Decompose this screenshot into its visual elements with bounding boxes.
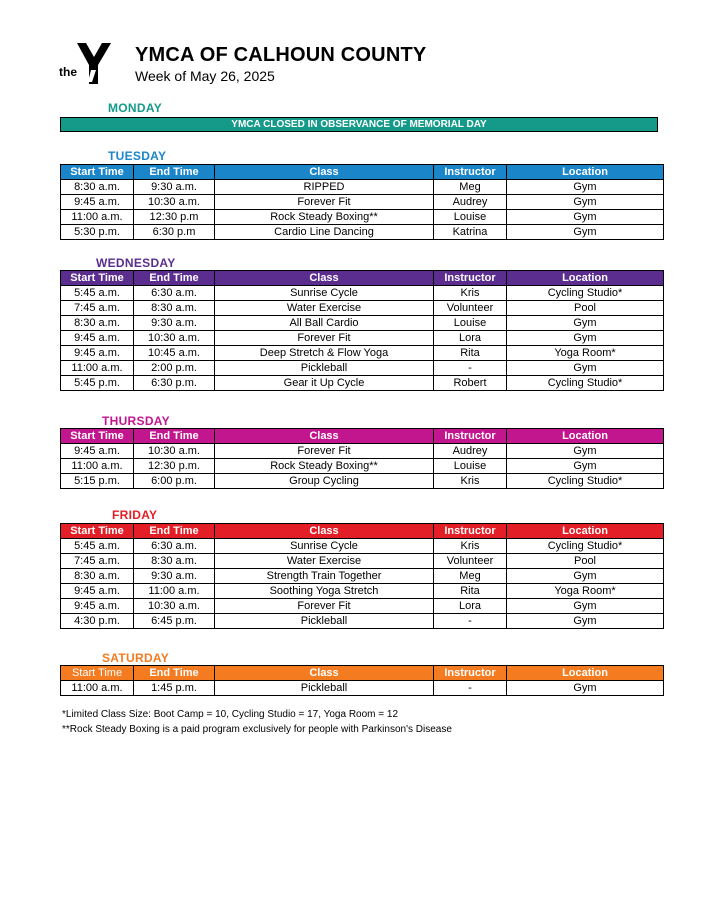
cell-location: Gym: [507, 569, 664, 584]
table-row: [61, 180, 664, 195]
table-row: [61, 444, 664, 459]
ymca-logo-icon: [59, 40, 119, 86]
column-header-instructor: Instructor: [434, 271, 507, 286]
cell-location: Gym: [507, 331, 664, 346]
cell-class: Strength Train Together: [215, 569, 434, 584]
cell-location: Gym: [507, 599, 664, 614]
column-header-instructor: Instructor: [434, 666, 507, 681]
friday-schedule-table: [60, 523, 664, 629]
thursday-header-row: [61, 429, 664, 444]
saturday-title: SATURDAY: [102, 651, 170, 665]
cell-instructor: Kris: [434, 286, 507, 301]
table-row: [61, 301, 664, 316]
cell-instructor: Audrey: [434, 195, 507, 210]
cell-start: 5:45 a.m.: [61, 286, 134, 301]
cell-start: 8:30 a.m.: [61, 316, 134, 331]
column-header-end: End Time: [134, 429, 215, 444]
tuesday-schedule-table: [60, 164, 664, 240]
cell-location: Gym: [507, 195, 664, 210]
cell-instructor: Meg: [434, 569, 507, 584]
cell-start: 9:45 a.m.: [61, 599, 134, 614]
column-header-end: End Time: [134, 271, 215, 286]
cell-class: Forever Fit: [215, 195, 434, 210]
saturday-schedule-table: [60, 665, 664, 696]
column-header-end: End Time: [134, 524, 215, 539]
cell-instructor: Louise: [434, 210, 507, 225]
cell-location: Gym: [507, 459, 664, 474]
cell-class: Sunrise Cycle: [215, 539, 434, 554]
cell-end: 6:45 p.m.: [134, 614, 215, 629]
cell-end: 11:00 a.m.: [134, 584, 215, 599]
cell-location: Cycling Studio*: [507, 376, 664, 391]
column-header-class: Class: [215, 524, 434, 539]
cell-class: Water Exercise: [215, 301, 434, 316]
table-row: [61, 376, 664, 391]
cell-class: Deep Stretch & Flow Yoga: [215, 346, 434, 361]
wednesday-title: WEDNESDAY: [96, 256, 176, 270]
cell-end: 8:30 a.m.: [134, 301, 215, 316]
cell-instructor: -: [434, 614, 507, 629]
thursday-schedule-table: [60, 428, 664, 489]
cell-end: 10:30 a.m.: [134, 331, 215, 346]
cell-location: Pool: [507, 554, 664, 569]
cell-end: 6:00 p.m.: [134, 474, 215, 489]
cell-class: Pickleball: [215, 614, 434, 629]
table-row: [61, 331, 664, 346]
cell-instructor: Lora: [434, 599, 507, 614]
cell-start: 9:45 a.m.: [61, 444, 134, 459]
cell-start: 8:30 a.m.: [61, 569, 134, 584]
cell-class: All Ball Cardio: [215, 316, 434, 331]
cell-location: Cycling Studio*: [507, 474, 664, 489]
week-of: Week of May 26, 2025: [135, 68, 275, 84]
cell-end: 6:30 p.m: [134, 225, 215, 240]
cell-class: RIPPED: [215, 180, 434, 195]
table-row: [61, 554, 664, 569]
cell-end: 10:30 a.m.: [134, 195, 215, 210]
table-row: [61, 584, 664, 599]
cell-class: Forever Fit: [215, 444, 434, 459]
cell-location: Pool: [507, 301, 664, 316]
column-header-start: Start Time: [61, 524, 134, 539]
cell-start: 7:45 a.m.: [61, 554, 134, 569]
page-header: [59, 40, 659, 90]
thursday-title: THURSDAY: [102, 414, 170, 428]
cell-end: 8:30 a.m.: [134, 554, 215, 569]
cell-class: Soothing Yoga Stretch: [215, 584, 434, 599]
org-name: YMCA OF CALHOUN COUNTY: [135, 44, 427, 66]
table-row: [61, 539, 664, 554]
cell-end: 6:30 a.m.: [134, 539, 215, 554]
cell-instructor: Katrina: [434, 225, 507, 240]
cell-end: 10:30 a.m.: [134, 444, 215, 459]
cell-instructor: Rita: [434, 584, 507, 599]
cell-start: 11:00 a.m.: [61, 459, 134, 474]
cell-class: Rock Steady Boxing**: [215, 459, 434, 474]
table-row: [61, 210, 664, 225]
cell-instructor: Robert: [434, 376, 507, 391]
cell-location: Gym: [507, 614, 664, 629]
cell-location: Yoga Room*: [507, 346, 664, 361]
column-header-location: Location: [507, 429, 664, 444]
table-row: [61, 361, 664, 376]
table-row: [61, 614, 664, 629]
cell-end: 1:45 p.m.: [134, 681, 215, 696]
table-row: [61, 316, 664, 331]
cell-start: 11:00 a.m.: [61, 210, 134, 225]
cell-end: 10:30 a.m.: [134, 599, 215, 614]
column-header-location: Location: [507, 271, 664, 286]
table-row: [61, 286, 664, 301]
cell-instructor: Lora: [434, 331, 507, 346]
monday-title: MONDAY: [108, 101, 163, 115]
column-header-location: Location: [507, 524, 664, 539]
column-header-instructor: Instructor: [434, 524, 507, 539]
cell-class: Cardio Line Dancing: [215, 225, 434, 240]
cell-instructor: Kris: [434, 474, 507, 489]
cell-class: Water Exercise: [215, 554, 434, 569]
cell-start: 11:00 a.m.: [61, 681, 134, 696]
column-header-instructor: Instructor: [434, 429, 507, 444]
cell-location: Gym: [507, 444, 664, 459]
table-row: [61, 681, 664, 696]
column-header-class: Class: [215, 429, 434, 444]
cell-instructor: -: [434, 681, 507, 696]
table-row: [61, 195, 664, 210]
cell-end: 9:30 a.m.: [134, 569, 215, 584]
column-header-class: Class: [215, 165, 434, 180]
cell-start: 8:30 a.m.: [61, 180, 134, 195]
cell-end: 6:30 a.m.: [134, 286, 215, 301]
column-header-end: End Time: [134, 666, 215, 681]
note-limited-class-size: *Limited Class Size: Boot Camp = 10, Cycling Studio = 17, Yoga Room = 12: [62, 709, 399, 720]
cell-location: Gym: [507, 316, 664, 331]
cell-class: Rock Steady Boxing**: [215, 210, 434, 225]
column-header-end: End Time: [134, 165, 215, 180]
cell-end: 9:30 a.m.: [134, 316, 215, 331]
cell-instructor: Volunteer: [434, 301, 507, 316]
cell-location: Yoga Room*: [507, 584, 664, 599]
table-row: [61, 459, 664, 474]
column-header-start: Start Time: [61, 429, 134, 444]
column-header-location: Location: [507, 666, 664, 681]
wednesday-schedule-table: [60, 270, 664, 391]
wednesday-header-row: [61, 271, 664, 286]
cell-start: 9:45 a.m.: [61, 346, 134, 361]
cell-instructor: Volunteer: [434, 554, 507, 569]
cell-end: 6:30 p.m.: [134, 376, 215, 391]
cell-class: Gear it Up Cycle: [215, 376, 434, 391]
cell-start: 5:45 p.m.: [61, 376, 134, 391]
cell-location: Gym: [507, 180, 664, 195]
monday-closed-notice: YMCA CLOSED IN OBSERVANCE OF MEMORIAL DAY: [60, 117, 658, 132]
cell-start: 5:45 a.m.: [61, 539, 134, 554]
cell-class: Group Cycling: [215, 474, 434, 489]
column-header-start: Start Time: [61, 271, 134, 286]
cell-end: 12:30 p.m: [134, 210, 215, 225]
cell-instructor: Audrey: [434, 444, 507, 459]
column-header-class: Class: [215, 271, 434, 286]
friday-title: FRIDAY: [112, 508, 158, 522]
cell-class: Forever Fit: [215, 331, 434, 346]
cell-location: Cycling Studio*: [507, 539, 664, 554]
cell-start: 11:00 a.m.: [61, 361, 134, 376]
column-header-instructor: Instructor: [434, 165, 507, 180]
cell-location: Gym: [507, 210, 664, 225]
cell-class: Pickleball: [215, 361, 434, 376]
table-row: [61, 225, 664, 240]
cell-class: Forever Fit: [215, 599, 434, 614]
cell-instructor: Meg: [434, 180, 507, 195]
column-header-start: Start Time: [61, 165, 134, 180]
table-row: [61, 599, 664, 614]
cell-instructor: Louise: [434, 459, 507, 474]
cell-start: 9:45 a.m.: [61, 331, 134, 346]
cell-start: 4:30 p.m.: [61, 614, 134, 629]
cell-end: 12:30 p.m.: [134, 459, 215, 474]
column-header-class: Class: [215, 666, 434, 681]
cell-end: 10:45 a.m.: [134, 346, 215, 361]
cell-start: 5:30 p.m.: [61, 225, 134, 240]
cell-start: 9:45 a.m.: [61, 195, 134, 210]
table-row: [61, 569, 664, 584]
table-row: [61, 346, 664, 361]
cell-instructor: Louise: [434, 316, 507, 331]
note-rock-steady-boxing: **Rock Steady Boxing is a paid program exclusively for people with Parkinson's Disease: [62, 724, 452, 735]
cell-instructor: Rita: [434, 346, 507, 361]
tuesday-title: TUESDAY: [108, 149, 167, 163]
cell-location: Gym: [507, 361, 664, 376]
cell-location: Gym: [507, 681, 664, 696]
cell-instructor: Kris: [434, 539, 507, 554]
cell-start: 9:45 a.m.: [61, 584, 134, 599]
table-row: [61, 474, 664, 489]
cell-class: Pickleball: [215, 681, 434, 696]
column-header-location: Location: [507, 165, 664, 180]
cell-class: Sunrise Cycle: [215, 286, 434, 301]
column-header-start: Start Time: [61, 666, 134, 681]
svg-text:the: the: [59, 65, 77, 79]
cell-instructor: -: [434, 361, 507, 376]
cell-start: 7:45 a.m.: [61, 301, 134, 316]
cell-location: Gym: [507, 225, 664, 240]
tuesday-header-row: [61, 165, 664, 180]
cell-location: Cycling Studio*: [507, 286, 664, 301]
saturday-header-row: [61, 666, 664, 681]
cell-end: 9:30 a.m.: [134, 180, 215, 195]
cell-start: 5:15 p.m.: [61, 474, 134, 489]
friday-header-row: [61, 524, 664, 539]
cell-end: 2:00 p.m.: [134, 361, 215, 376]
